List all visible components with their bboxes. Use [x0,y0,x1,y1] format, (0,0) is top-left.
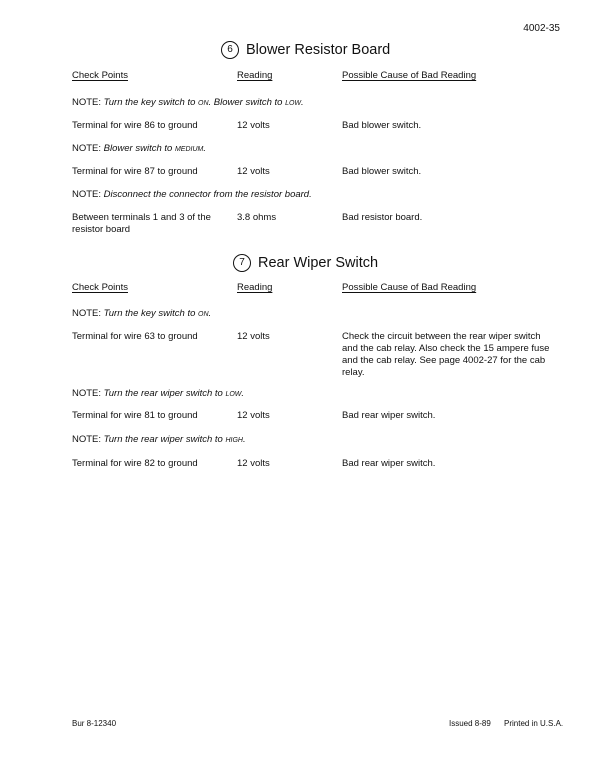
footer-printed-location: Printed in U.S.A. [504,719,564,728]
reading-wire-82: 12 volts [237,458,270,469]
check-point-wire-81: Terminal for wire 81 to ground [72,410,198,421]
reading-wire-63: 12 volts [237,331,270,342]
note-text: Turn the rear wiper switch to LOW. [103,388,245,399]
note-text: Turn the rear wiper switch to HIGH. [103,434,246,445]
footer-issued-date: Issued 8-89 [449,719,491,728]
reading-terminals-1-3: 3.8 ohms [237,212,277,223]
header-reading: Reading [237,282,273,293]
note-label: NOTE: [72,434,102,445]
cause-wire-82: Bad rear wiper switch. [342,458,436,469]
note-key-switch-on [72,308,472,321]
page-number: 4002-35 [523,23,560,34]
cause-wire-86: Bad blower switch. [342,120,422,131]
cause-terminals-1-3: Bad resistor board. [342,212,423,223]
note-text: Turn the key switch to ON. [103,308,212,319]
check-point-wire-86: Terminal for wire 86 to ground [72,120,198,131]
header-possible-cause: Possible Cause of Bad Reading [342,70,477,81]
note-text: Disconnect the connector from the resistor board. [103,189,312,200]
footer-document-number: Bur 8-12340 [72,719,117,728]
note-rear-wiper-high [72,434,472,447]
cause-wire-87: Bad blower switch. [342,166,422,177]
note-rear-wiper-low [72,388,472,401]
note-label: NOTE: [72,308,102,319]
note-label: NOTE: [72,143,102,154]
note-key-switch-on-blower-low [72,97,472,110]
reading-wire-86: 12 volts [237,120,270,131]
section-title-rear-wiper-switch [233,254,378,272]
note-label: NOTE: [72,388,102,399]
reading-wire-87: 12 volts [237,166,270,177]
header-reading: Reading [237,70,273,81]
check-point-terminals-1-3: Between terminals 1 and 3 of the resistor board [72,212,211,235]
section-title-text: Blower Resistor Board [246,42,391,58]
note-disconnect-connector [72,189,472,201]
note-label: NOTE: [72,189,102,200]
section-number-badge: 7 [233,254,251,272]
header-check-points: Check Points [72,70,128,81]
reading-wire-81: 12 volts [237,410,270,421]
cause-wire-63: Check the circuit between the rear wiper switch and the cab relay. Also check the 15 ampere fuse and the cab relay. See page 4002-27 for the cab relay. [342,331,550,378]
check-point-wire-63: Terminal for wire 63 to ground [72,331,198,342]
header-check-points: Check Points [72,282,128,293]
note-blower-medium [72,143,472,156]
check-point-wire-82: Terminal for wire 82 to ground [72,458,198,469]
note-label: NOTE: [72,97,102,108]
section-title-blower-resistor-board [221,41,390,59]
note-text: Blower switch to MEDIUM. [103,143,206,154]
header-possible-cause: Possible Cause of Bad Reading [342,282,477,293]
note-text: Turn the key switch to ON. Blower switch to LOW. [103,97,304,108]
section-title-text: Rear Wiper Switch [258,255,379,271]
check-point-wire-87: Terminal for wire 87 to ground [72,166,198,177]
cause-wire-81: Bad rear wiper switch. [342,410,436,421]
section-number-badge: 6 [221,41,239,59]
